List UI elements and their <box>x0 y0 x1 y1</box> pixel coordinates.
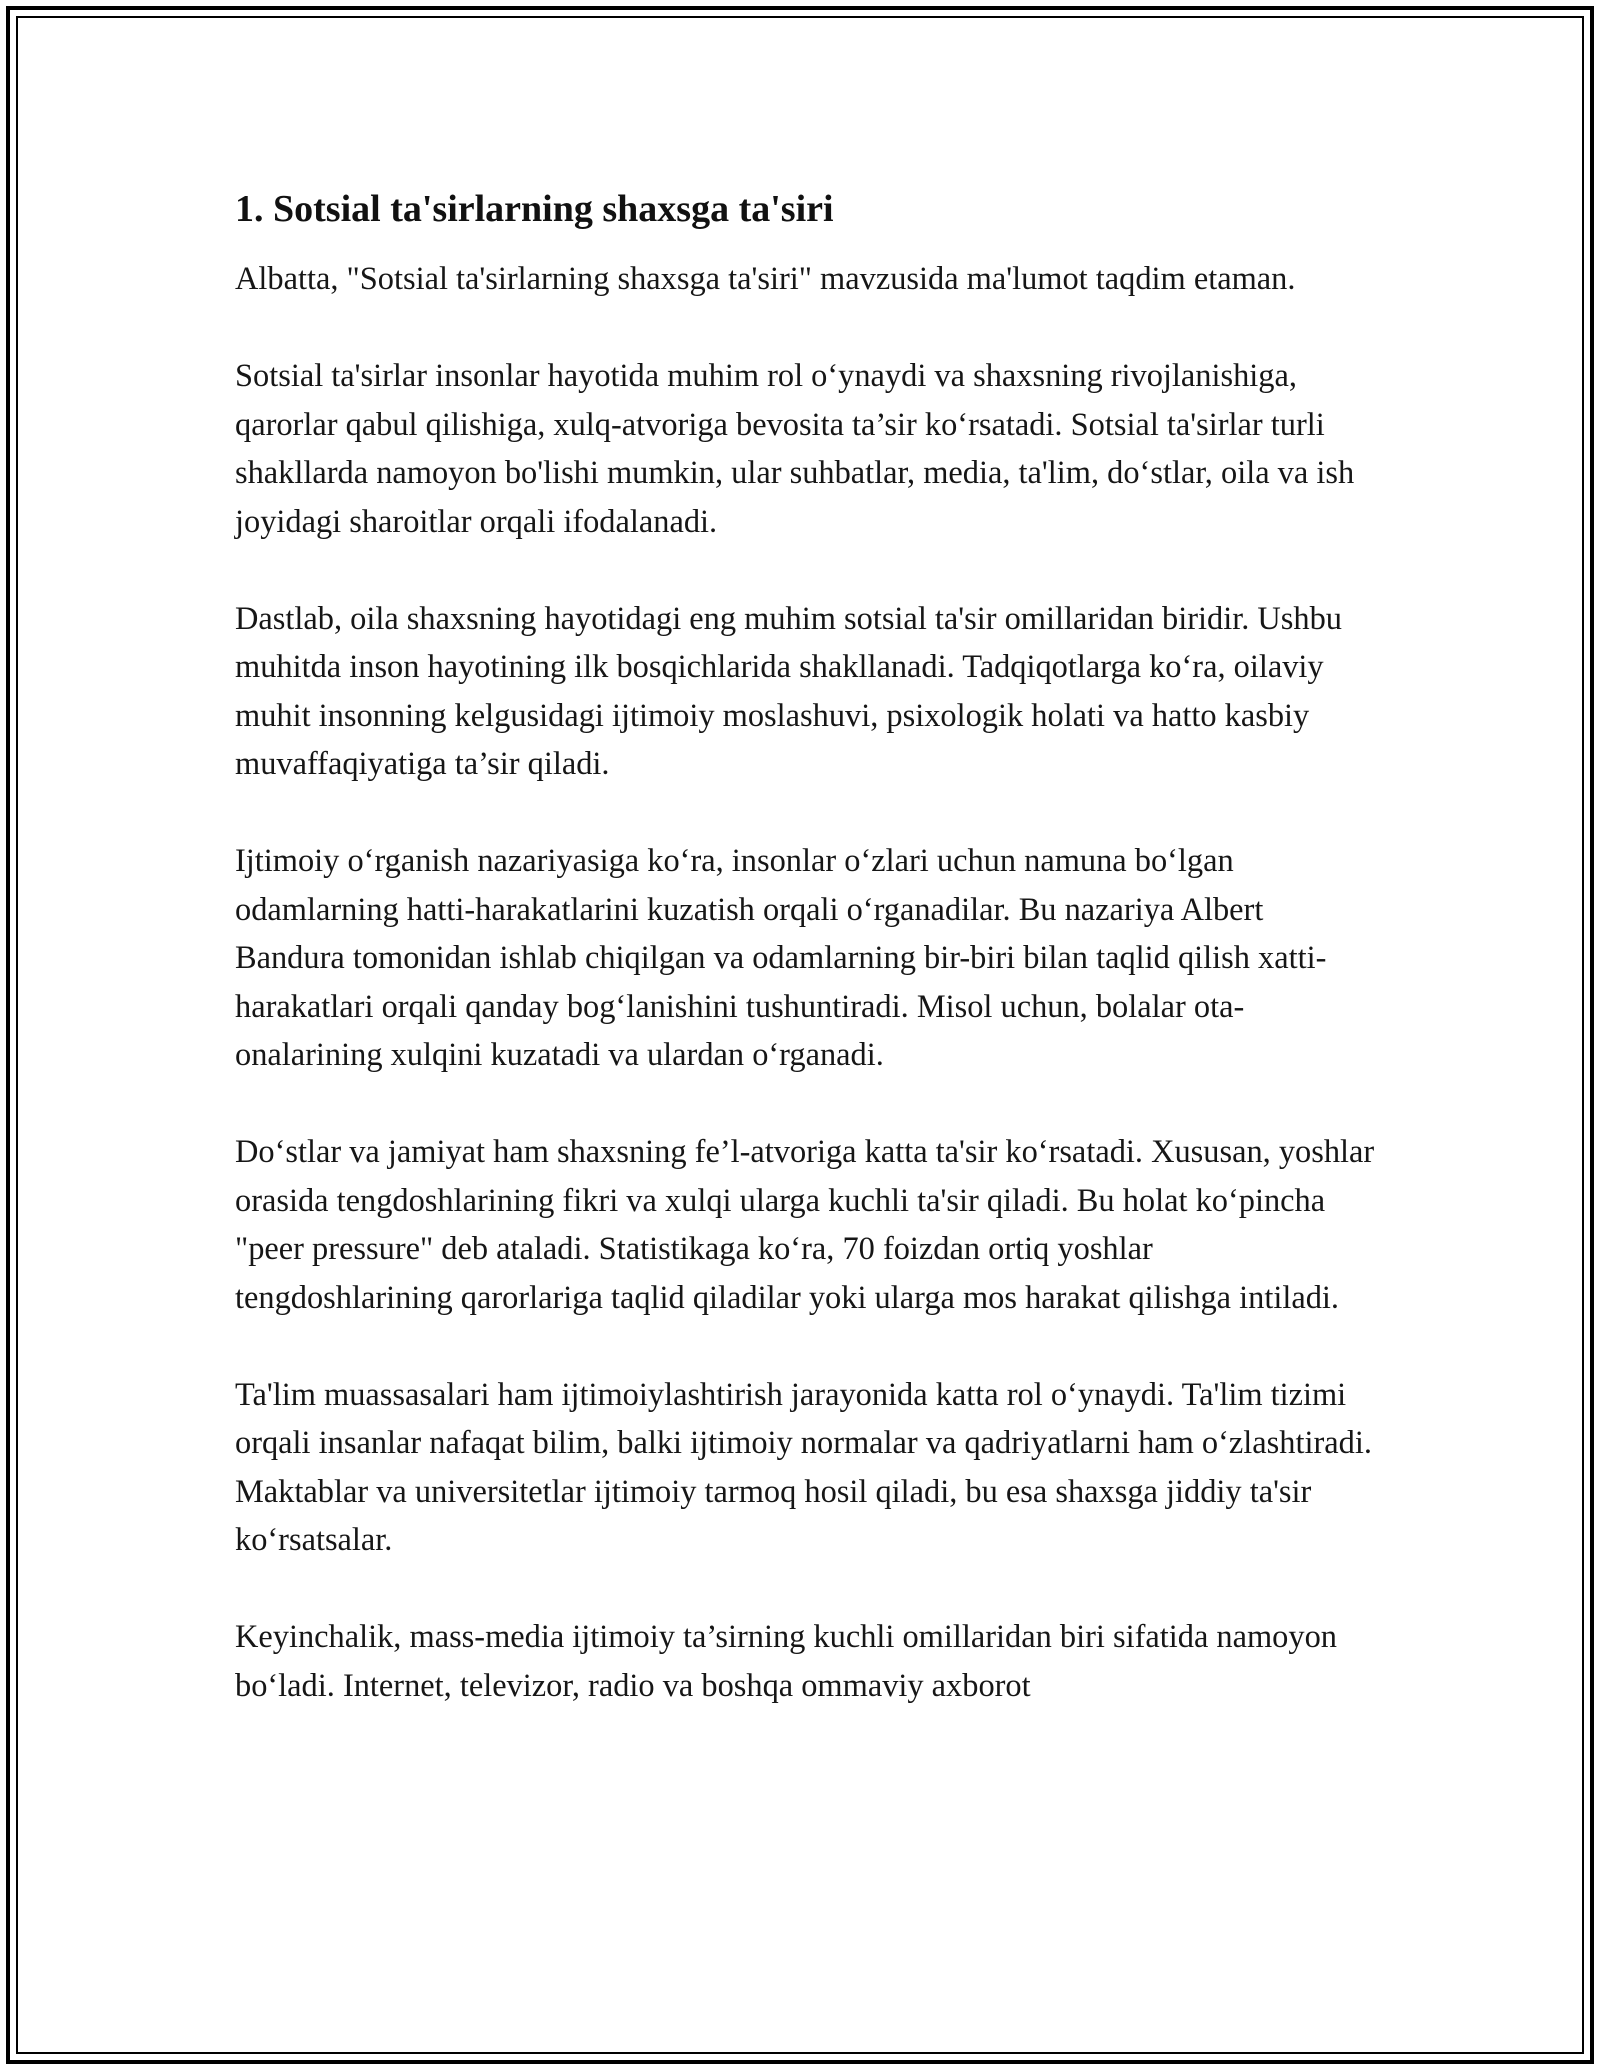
document-body <box>235 185 1375 1759</box>
paragraph-friends-society: Do‘stlar va jamiyat ham shaxsning fe’l-atvoriga katta ta'sir ko‘rsatadi. Xususan, yoshlar orasida tengdoshlarining fikri va xulqi ularga kuchli ta'sir qiladi. Bu holat ko‘pincha "peer pressure" deb ataladi. Statistikaga ko‘ra, 70 foizdan ortiq yoshlar tengdoshlarining qarorlariga taqlid qiladilar yoki ularga mos harakat qilishga intiladi. <box>235 1134 1375 1316</box>
paragraph-education: Ta'lim muassasalari ham ijtimoiylashtirish jarayonida katta rol o‘ynaydi. Ta'lim tizimi orqali insanlar nafaqat bilim, balki ijtimoiy normalar va qadriyatlarni ham o‘zlashtiradi. Maktablar va universitetlar ijtimoiy tarmoq hosil qiladi, bu esa shaxsga jiddiy ta'sir ko‘rsatsalar. <box>235 1376 1372 1558</box>
paragraph-family: Dastlab, oila shaxsning hayotidagi eng muhim sotsial ta'sir omillaridan biridir. Ushbu muhitda inson hayotining ilk bosqichlarida shakllanadi. Tadqiqotlarga ko‘ra, oilaviy muhit insonning kelgusidagi ijtimoiy moslashuvi, psixologik holati va hatto kasbiy muvaffaqiyatiga ta’sir qiladi. <box>235 600 1342 782</box>
paragraph-social-influences: Sotsial ta'sirlar insonlar hayotida muhim rol o‘ynaydi va shaxsning rivojlanishiga, qarorlar qabul qilishiga, xulq-atvoriga bevosita ta’sir ko‘rsatadi. Sotsial ta'sirlar turli shakllarda namoyon bo'lishi mumkin, ular suhbatlar, media, ta'lim, do‘stlar, oila va ish joyidagi sharoitlar orqali ifodalanadi. <box>235 358 1355 540</box>
paragraph-mass-media: Keyinchalik, mass-media ijtimoiy ta’sirning kuchli omillaridan biri sifatida namoyon bo‘ladi. Internet, televizor, radio va boshqa ommaviy axborot <box>235 1619 1337 1704</box>
paragraph-intro: Albatta, "Sotsial ta'sirlarning shaxsga ta'siri" mavzusida ma'lumot taqdim etaman. <box>235 261 1296 297</box>
section-title: 1. Sotsial ta'sirlarning shaxsga ta'siri <box>235 188 834 230</box>
paragraph-social-learning: Ijtimoiy o‘rganish nazariyasiga ko‘ra, insonlar o‘zlari uchun namuna bo‘lgan odamlarning hatti-harakatlarini kuzatish orqali o‘rganadilar. Bu nazariya Albert Bandura tomonidan ishlab chiqilgan va odamlarning bir-biri bilan taqlid qilish xatti-harakatlari orqali qanday bog‘lanishini tushuntiradi. Misol uchun, bolalar ota-onalarining xulqini kuzatadi va ulardan o‘rganadi. <box>235 843 1327 1073</box>
